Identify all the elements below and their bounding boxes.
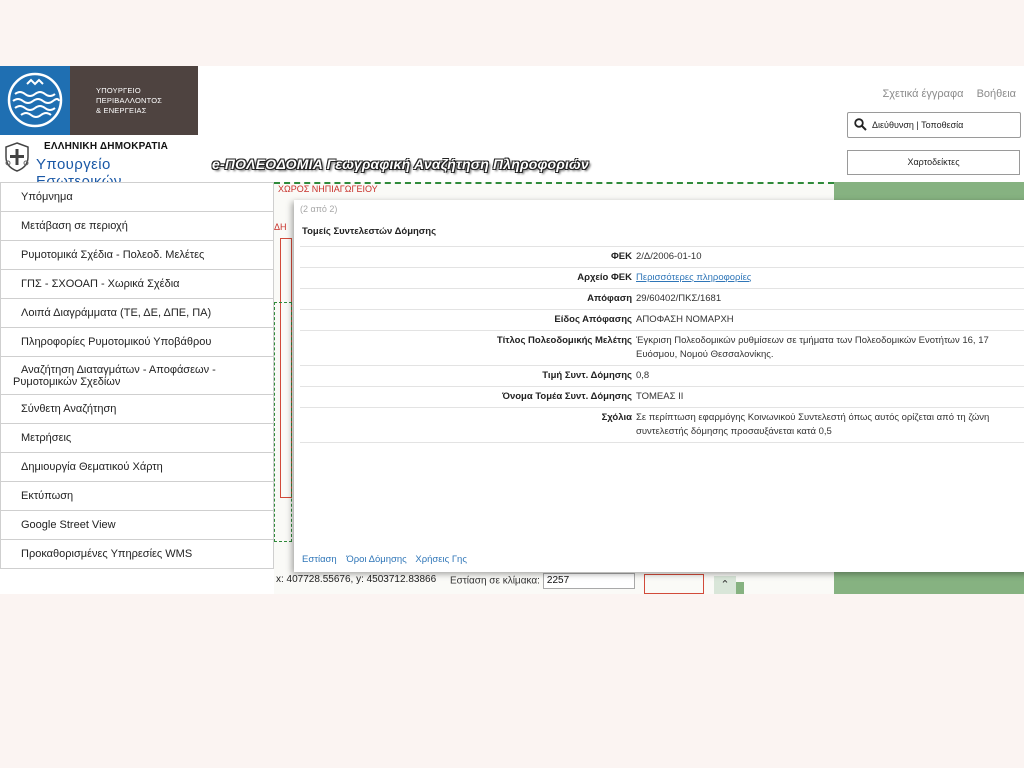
sidebar-item-advanced-search[interactable]: Σύνθετη Αναζήτηση bbox=[0, 395, 274, 424]
table-row bbox=[300, 386, 1024, 407]
attribute-value: 0,8 bbox=[636, 370, 650, 381]
address-search-input[interactable] bbox=[847, 112, 1021, 138]
scale-control bbox=[450, 573, 635, 589]
sidebar-item-wms-services[interactable]: Προκαθορισμένες Υπηρεσίες WMS bbox=[0, 540, 274, 569]
table-row bbox=[300, 365, 1024, 386]
attribute-key: Είδος Απόφασης bbox=[554, 314, 632, 325]
map-parcel bbox=[274, 302, 292, 542]
sidebar-item-zoning-plans[interactable]: Ρυμοτομικά Σχέδια - Πολεοδ. Μελέτες bbox=[0, 241, 274, 270]
attribute-value: ΤΟΜΕΑΣ ΙΙ bbox=[636, 391, 684, 402]
popup-title: Τομείς Συντελεστών Δόμησης bbox=[302, 226, 437, 237]
top-links bbox=[872, 88, 1016, 100]
table-row bbox=[300, 330, 1024, 365]
sidebar-item-gps-schooap[interactable]: ΓΠΣ - ΣΧΟΟΑΠ - Χωρικά Σχέδια bbox=[0, 270, 274, 299]
table-row bbox=[300, 407, 1024, 443]
attribute-key: Σχόλια bbox=[601, 412, 632, 423]
sidebar-item-base-info[interactable]: Πληροφορίες Ρυμοτομικού Υποβάθρου bbox=[0, 328, 274, 357]
ministry-environment-text: ΥΠΟΥΡΓΕΙΟ ΠΕΡΙΒΑΛΛΟΝΤΟΣ & ΕΝΕΡΓΕΙΑΣ bbox=[96, 86, 163, 115]
sidebar-item-measurements[interactable]: Μετρήσεις bbox=[0, 424, 274, 453]
scale-input[interactable]: 2257 bbox=[543, 573, 635, 589]
sidebar-item-legend[interactable]: Υπόμνημα bbox=[0, 182, 274, 212]
republic-label: ΕΛΛΗΝΙΚΗ ΔΗΜΟΚΡΑΤΙΑ bbox=[44, 141, 169, 152]
bookmarks-button[interactable]: Χαρτοδείκτες bbox=[847, 150, 1020, 175]
help-link[interactable]: Βοήθεια bbox=[976, 88, 1016, 100]
table-row bbox=[300, 267, 1024, 288]
greek-crest-icon bbox=[2, 141, 32, 173]
attribute-value: ΑΠΟΦΑΣΗ ΝΟΜΑΡΧΗ bbox=[636, 314, 734, 325]
table-row bbox=[300, 288, 1024, 309]
sidebar-item-print[interactable]: Εκτύπωση bbox=[0, 482, 274, 511]
map-label-side: ΔΗ bbox=[274, 222, 287, 232]
table-row bbox=[300, 309, 1024, 330]
coordinates-readout: x: 407728.55676, y: 4503712.83866 bbox=[276, 574, 437, 585]
map-parcel bbox=[644, 574, 704, 594]
attribute-value: Σε περίπτωση εφαρμόγης Κοινωνικού Συντελεστή όπως αυτός ορίζεται από τη ζώνη συντελεστής δόμησης προσαυξάνεται κατά 0,5 bbox=[636, 412, 990, 437]
search-icon bbox=[854, 118, 867, 131]
attribute-key: Απόφαση bbox=[587, 293, 632, 304]
attribute-key: Όνομα Τομέα Συντ. Δόμησης bbox=[502, 391, 632, 402]
popup-counter[interactable]: (2 από 2) bbox=[300, 204, 338, 214]
table-row bbox=[300, 246, 1024, 267]
building-terms-link[interactable]: Όροι Δόμησης bbox=[346, 554, 407, 565]
related-documents-link[interactable]: Σχετικά έγγραφα bbox=[882, 88, 964, 100]
ministry-interior-label: Υπουργείο bbox=[36, 156, 111, 173]
attribute-key: Τίτλος Πολεοδομικής Μελέτης bbox=[496, 335, 632, 346]
more-info-link[interactable]: Περισσότερες πληροφορίες bbox=[636, 272, 752, 283]
app-title: e-ΠΟΛΕΟΔΟΜΙΑ Γεωγραφική Αναζήτηση Πληροφοριών bbox=[212, 156, 589, 172]
collapse-up-button[interactable] bbox=[714, 576, 736, 594]
sidebar-item-street-view[interactable]: Google Street View bbox=[0, 511, 274, 540]
attribute-table bbox=[300, 246, 1024, 443]
app-window bbox=[0, 66, 1024, 594]
sidebar-item-decree-search[interactable]: Αναζήτηση Διαταγμάτων - Αποφάσεων - Ρυμοτομικών Σχεδίων bbox=[0, 357, 274, 395]
feature-info-popup bbox=[294, 200, 1024, 572]
chevron-up-icon: ⌃ bbox=[720, 579, 730, 591]
map-label-kindergarten: ΧΩΡΟΣ ΝΗΠΙΑΓΩΓΕΙΟΥ bbox=[278, 184, 378, 194]
search-placeholder: Διεύθυνση | Τοποθεσία bbox=[872, 120, 964, 130]
scale-label: Εστίαση σε κλίμακα: bbox=[450, 575, 540, 587]
sidebar-menu bbox=[0, 182, 274, 569]
attribute-value: 29/60402/ΠΚΣ/1681 bbox=[636, 293, 722, 304]
sidebar-item-other-diagrams[interactable]: Λοιπά Διαγράμματα (ΤΕ, ΔΕ, ΔΠΕ, ΠΑ) bbox=[0, 299, 274, 328]
popup-actions bbox=[302, 554, 473, 565]
attribute-key: Αρχείο ΦΕΚ bbox=[577, 272, 632, 283]
attribute-value: Έγκριση Πολεοδομικών ρυθμίσεων σε τμήματα των Πολεοδομικών Ενοτήτων 16, 17 Ευόσμου, Νομού Θεσσαλονίκης. bbox=[636, 335, 989, 360]
attribute-key: ΦΕΚ bbox=[611, 251, 632, 262]
attribute-key: Τιμή Συντ. Δόμησης bbox=[542, 370, 632, 381]
land-uses-link[interactable]: Χρήσεις Γης bbox=[415, 554, 467, 565]
attribute-value: 2/Δ/2006-01-10 bbox=[636, 251, 702, 262]
ministry-interior-logo bbox=[0, 138, 200, 178]
sidebar-item-goto-area[interactable]: Μετάβαση σε περιοχή bbox=[0, 212, 274, 241]
zoom-to-link[interactable]: Εστίαση bbox=[302, 554, 337, 565]
ministry-environment-logo bbox=[0, 66, 198, 135]
sidebar-item-thematic-map[interactable]: Δημιουργία Θεματικού Χάρτη bbox=[0, 453, 274, 482]
waves-emblem-icon bbox=[0, 66, 70, 135]
